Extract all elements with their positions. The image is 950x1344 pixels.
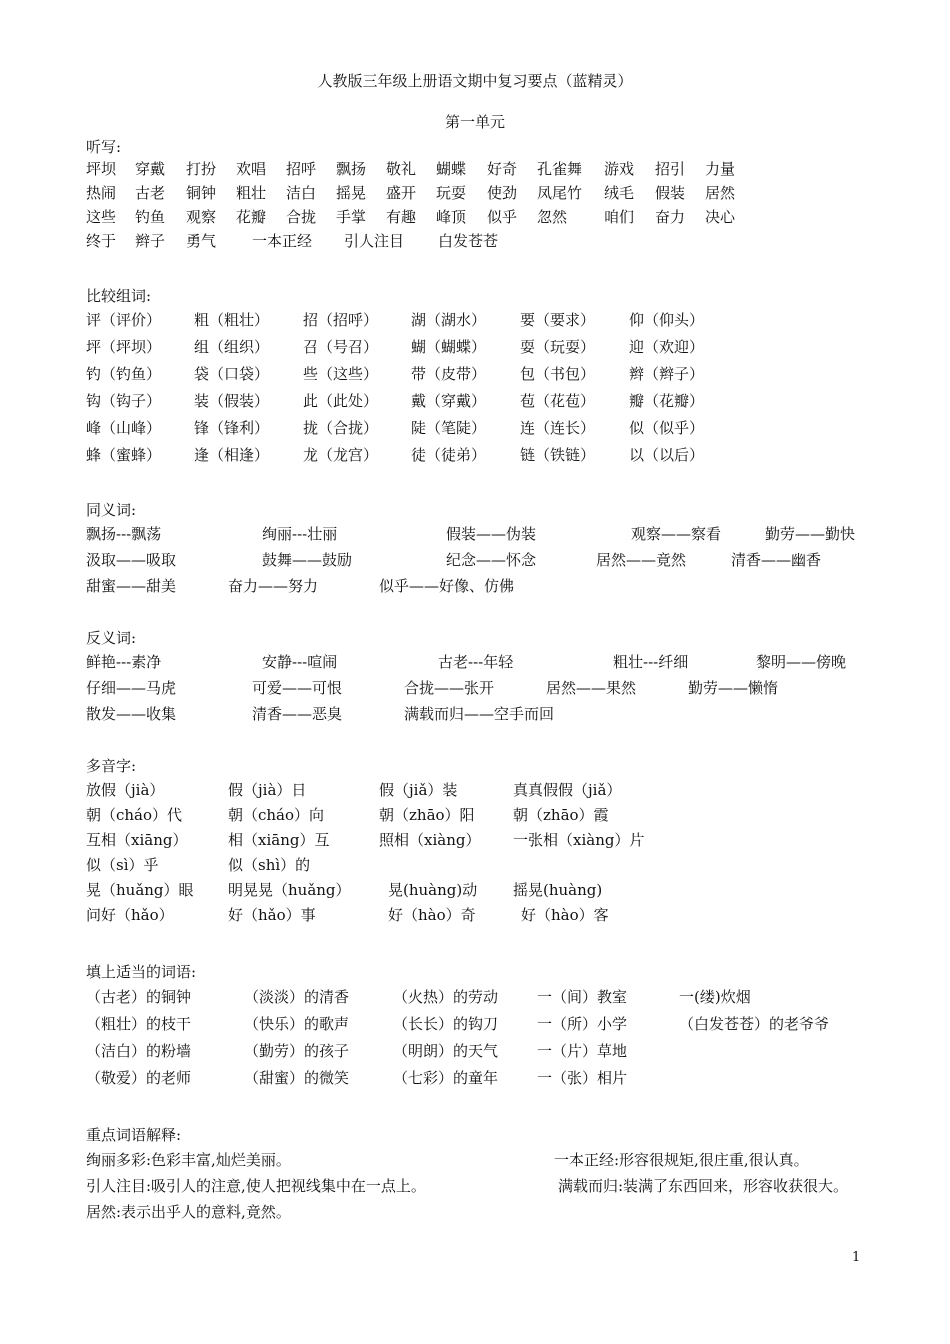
polyphone-item: 朝（zhāo）阳 [379, 806, 475, 824]
fill-phrase: （古老）的铜钟 [86, 988, 192, 1006]
polyphone-item: 假（jià）日 [228, 781, 307, 799]
fill-phrase: （七彩）的童年 [393, 1069, 499, 1087]
synonym-pair: 居然——竟然 [596, 551, 687, 569]
unit-heading: 第一单元 [444, 113, 505, 131]
fill-phrase: （敬爱）的老师 [86, 1069, 192, 1087]
compare-row [0, 336, 950, 358]
compare-row [0, 444, 950, 466]
polyphone-item: 好（hào）客 [521, 906, 609, 924]
compare-item: 锋（锋利） [194, 419, 270, 437]
dictation-word: 坪坝 [86, 160, 117, 178]
dictation-word: 一本正经 [252, 232, 313, 250]
dictation-word: 打扮 [186, 160, 217, 178]
dictation-word: 使劲 [487, 184, 518, 202]
polyphone-item: 相（xiāng）互 [228, 831, 330, 849]
dictation-word: 咱们 [604, 208, 635, 226]
compare-item: 连（连长） [520, 419, 596, 437]
dictation-word: 决心 [705, 208, 736, 226]
compare-item: 瓣（花瓣） [629, 392, 705, 410]
fill-words-row [0, 986, 950, 1008]
antonym-pair: 勤劳——懒惰 [688, 679, 779, 697]
polyphones-row [0, 829, 950, 851]
dictation-word: 好奇 [487, 160, 518, 178]
synonym-pair: 勤劳——勤快 [765, 525, 856, 543]
fill-phrase: （长长）的钩刀 [393, 1015, 499, 1033]
antonym-pair: 古老---年轻 [438, 653, 514, 671]
compare-item: 拢（合拢） [303, 419, 379, 437]
dictation-word: 白发苍苍 [438, 232, 499, 250]
polyphone-item: 晃(huàng)动 [388, 881, 478, 899]
compare-item: 些（这些） [303, 365, 379, 383]
dictation-word: 凤尾竹 [537, 184, 583, 202]
dictation-word: 钓鱼 [135, 208, 166, 226]
page-number: 1 [852, 1250, 861, 1265]
compare-item: 峰（山峰） [86, 419, 162, 437]
explanation-entry: 绚丽多彩:色彩丰富,灿烂美丽。 [86, 1151, 291, 1169]
dictation-row [0, 158, 950, 180]
dictation-row [0, 206, 950, 228]
dictation-word: 引人注目 [344, 232, 405, 250]
dictation-word: 穿戴 [135, 160, 166, 178]
dictation-word: 有趣 [386, 208, 417, 226]
compare-item: 装（假装） [194, 392, 270, 410]
compare-item: 此（此处） [303, 392, 379, 410]
compare-item: 评（评价） [86, 311, 162, 329]
compare-item: 召（号召） [303, 338, 379, 356]
compare-item: 组（组织） [194, 338, 270, 356]
synonym-pair: 似乎——好像、仿佛 [379, 577, 515, 595]
dictation-word: 铜钟 [186, 184, 217, 202]
antonym-pair: 清香——恶臭 [252, 705, 343, 723]
dictation-word: 似乎 [487, 208, 518, 226]
compare-row [0, 417, 950, 439]
compare-item: 粗（粗壮） [194, 311, 270, 329]
explanations-row [0, 1175, 950, 1197]
compare-label: 比较组词: [86, 287, 152, 305]
compare-item: 要（要求） [520, 311, 596, 329]
dictation-word: 游戏 [604, 160, 635, 178]
dictation-word: 蝴蝶 [436, 160, 467, 178]
antonym-pair: 粗壮---纤细 [613, 653, 689, 671]
antonyms-row [0, 651, 950, 673]
fill-phrase: （白发苍苍）的老爷爷 [679, 1015, 830, 1033]
polyphone-item: 似（sì）乎 [86, 856, 159, 874]
synonym-pair: 飘扬---飘荡 [86, 525, 162, 543]
polyphones-row [0, 854, 950, 876]
antonym-pair: 可爱——可恨 [252, 679, 343, 697]
antonyms-row [0, 677, 950, 699]
fill-phrase: （火热）的劳动 [393, 988, 499, 1006]
polyphone-item: 朝（zhāo）霞 [513, 806, 609, 824]
dictation-word: 古老 [135, 184, 166, 202]
dictation-row [0, 182, 950, 204]
dictation-word: 孔雀舞 [537, 160, 583, 178]
antonym-pair: 仔细——马虎 [86, 679, 177, 697]
compare-item: 蝴（蝴蝶） [411, 338, 487, 356]
compare-item: 湖（湖水） [411, 311, 487, 329]
compare-item: 耍（玩耍） [520, 338, 596, 356]
dictation-word: 热闹 [86, 184, 117, 202]
antonym-pair: 居然——果然 [546, 679, 637, 697]
polyphone-item: 似（shì）的 [228, 856, 311, 874]
synonym-pair: 观察——察看 [631, 525, 722, 543]
antonym-pair: 合拢——张开 [404, 679, 495, 697]
antonyms-label: 反义词: [86, 629, 137, 647]
fill-phrase: 一（所）小学 [537, 1015, 628, 1033]
dictation-word: 辫子 [135, 232, 166, 250]
synonym-pair: 清香——幽香 [731, 551, 822, 569]
compare-item: 带（皮带） [411, 365, 487, 383]
explanations-label: 重点词语解释: [86, 1126, 182, 1144]
compare-item: 仰（仰头） [629, 311, 705, 329]
dictation-word: 招引 [655, 160, 686, 178]
fill-phrase: （明朗）的天气 [393, 1042, 499, 1060]
explanation-entry: 居然:表示出乎人的意料,竟然。 [86, 1203, 291, 1221]
dictation-word: 勇气 [186, 232, 217, 250]
synonyms-row [0, 575, 950, 597]
dictation-word: 合拢 [286, 208, 317, 226]
polyphones-row [0, 904, 950, 926]
dictation-word: 摇晃 [336, 184, 367, 202]
compare-row [0, 309, 950, 331]
fill-phrase: （洁白）的粉墙 [86, 1042, 192, 1060]
compare-item: 辫（辫子） [629, 365, 705, 383]
synonyms-row [0, 523, 950, 545]
fill-words-row [0, 1013, 950, 1035]
explanation-entry: 满载而归:装满了东西回来，形容收获很大。 [558, 1177, 849, 1195]
dictation-word: 奋力 [655, 208, 686, 226]
dictation-word: 花瓣 [236, 208, 267, 226]
compare-item: 包（书包） [520, 365, 596, 383]
dictation-word: 力量 [705, 160, 736, 178]
compare-item: 招（招呼） [303, 311, 379, 329]
dictation-word: 敬礼 [386, 160, 417, 178]
compare-item: 苞（花苞） [520, 392, 596, 410]
explanations-row [0, 1149, 950, 1171]
dictation-word: 终于 [86, 232, 117, 250]
polyphone-item: 明晃晃（huǎng） [228, 881, 351, 899]
polyphone-item: 真真假假（jiǎ） [513, 781, 622, 799]
fill-phrase: （淡淡）的清香 [244, 988, 350, 1006]
dictation-word: 假装 [655, 184, 686, 202]
fill-phrase: （粗壮）的枝干 [86, 1015, 192, 1033]
compare-row [0, 390, 950, 412]
dictation-row [0, 230, 950, 252]
polyphone-item: 摇晃(huàng) [513, 881, 603, 899]
compare-item: 龙（龙宫） [303, 446, 379, 464]
fill-phrase: 一（片）草地 [537, 1042, 628, 1060]
compare-item: 坪（坪坝） [86, 338, 162, 356]
compare-item: 陡（笔陡） [411, 419, 487, 437]
polyphone-item: 互相（xiāng） [86, 831, 188, 849]
synonym-pair: 绚丽---壮丽 [262, 525, 338, 543]
polyphones-label: 多音字: [86, 757, 137, 775]
compare-item: 似（似乎） [629, 419, 705, 437]
compare-item: 戴（穿戴） [411, 392, 487, 410]
compare-item: 逢（相逢） [194, 446, 270, 464]
fill-phrase: 一（间）教室 [537, 988, 628, 1006]
compare-item: 徒（徒弟） [411, 446, 487, 464]
polyphone-item: 问好（hǎo） [86, 906, 174, 924]
polyphone-item: 晃（huǎng）眼 [86, 881, 194, 899]
dictation-word: 玩耍 [436, 184, 467, 202]
antonym-pair: 满载而归——空手而回 [404, 705, 555, 723]
antonym-pair: 散发——收集 [86, 705, 177, 723]
dictation-word: 洁白 [286, 184, 317, 202]
fill-words-row [0, 1067, 950, 1089]
compare-item: 链（铁链） [520, 446, 596, 464]
fill-words-label: 填上适当的词语: [86, 963, 197, 981]
compare-item: 迎（欢迎） [629, 338, 705, 356]
dictation-word: 居然 [705, 184, 736, 202]
compare-item: 钩（钩子） [86, 392, 162, 410]
fill-phrase: 一（张）相片 [537, 1069, 628, 1087]
dictation-word: 手掌 [336, 208, 367, 226]
fill-phrase: （勤劳）的孩子 [244, 1042, 350, 1060]
antonym-pair: 黎明——傍晚 [756, 653, 847, 671]
fill-phrase: （甜蜜）的微笑 [244, 1069, 350, 1087]
antonym-pair: 鲜艳---素净 [86, 653, 162, 671]
dictation-word: 欢唱 [236, 160, 267, 178]
synonym-pair: 奋力——努力 [228, 577, 319, 595]
polyphone-item: 照相（xiàng） [379, 831, 481, 849]
page-title: 人教版三年级上册语文期中复习要点（蓝精灵） [317, 72, 633, 90]
fill-phrase: 一(缕)炊烟 [679, 988, 751, 1006]
polyphone-item: 一张相（xiàng）片 [513, 831, 645, 849]
explanation-entry: 一本正经:形容很规矩,很庄重,很认真。 [554, 1151, 809, 1169]
compare-row [0, 363, 950, 385]
polyphones-row [0, 879, 950, 901]
synonym-pair: 甜蜜——甜美 [86, 577, 177, 595]
synonym-pair: 纪念——怀念 [446, 551, 537, 569]
dictation-label: 听写: [86, 138, 122, 156]
synonym-pair: 鼓舞——鼓励 [262, 551, 353, 569]
dictation-word: 盛开 [386, 184, 417, 202]
polyphone-item: 朝（cháo）代 [86, 806, 183, 824]
antonym-pair: 安静---喧闹 [262, 653, 338, 671]
polyphone-item: 好（hǎo）事 [228, 906, 316, 924]
fill-phrase: （快乐）的歌声 [244, 1015, 350, 1033]
compare-item: 袋（口袋） [194, 365, 270, 383]
dictation-word: 这些 [86, 208, 117, 226]
explanations-row [0, 1201, 950, 1223]
polyphone-item: 放假（jià） [86, 781, 165, 799]
synonyms-row [0, 549, 950, 571]
synonym-pair: 汲取——吸取 [86, 551, 177, 569]
polyphones-row [0, 804, 950, 826]
explanation-entry: 引人注目:吸引人的注意,使人把视线集中在一点上。 [86, 1177, 426, 1195]
compare-item: 以（以后） [629, 446, 705, 464]
dictation-word: 绒毛 [604, 184, 635, 202]
dictation-word: 飘扬 [336, 160, 367, 178]
polyphone-item: 朝（cháo）向 [228, 806, 325, 824]
polyphones-row [0, 779, 950, 801]
fill-words-row [0, 1040, 950, 1062]
compare-item: 蜂（蜜蜂） [86, 446, 162, 464]
antonyms-row [0, 703, 950, 725]
synonym-pair: 假装——伪装 [446, 525, 537, 543]
compare-item: 钓（钓鱼） [86, 365, 162, 383]
dictation-word: 粗壮 [236, 184, 267, 202]
dictation-word: 招呼 [286, 160, 317, 178]
dictation-word: 峰顶 [436, 208, 467, 226]
polyphone-item: 好（hào）奇 [388, 906, 476, 924]
dictation-word: 观察 [186, 208, 217, 226]
polyphone-item: 假（jiǎ）装 [379, 781, 458, 799]
dictation-word: 忽然 [537, 208, 568, 226]
synonyms-label: 同义词: [86, 501, 137, 519]
